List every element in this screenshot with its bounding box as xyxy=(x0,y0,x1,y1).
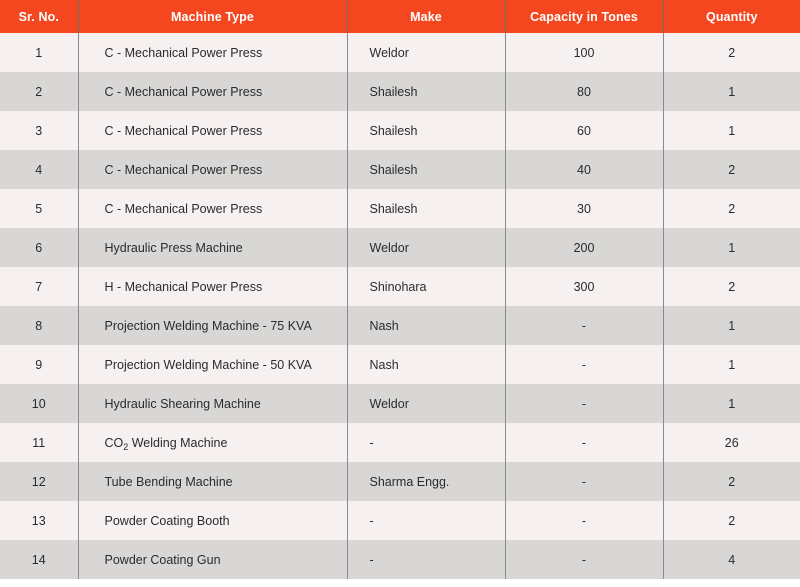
cell-capacity: 80 xyxy=(505,72,663,111)
cell-sr-no: 2 xyxy=(0,72,78,111)
cell-quantity: 2 xyxy=(728,513,736,528)
cell-capacity: - xyxy=(505,423,663,462)
cell-capacity: 300 xyxy=(505,267,663,306)
cell-sr-no: 4 xyxy=(0,150,78,189)
cell-make: Weldor xyxy=(347,33,505,72)
cell-sr-no: 6 xyxy=(0,228,78,267)
table-row xyxy=(0,306,800,345)
cell-machine-type: H - Mechanical Power Press xyxy=(78,267,347,306)
cell-make: Nash xyxy=(347,306,505,345)
cell-make: Shailesh xyxy=(347,150,505,189)
cell-capacity: - xyxy=(505,384,663,423)
cell-make: Shailesh xyxy=(347,189,505,228)
cell-sr-no: 14 xyxy=(0,540,78,579)
table-row xyxy=(0,423,800,462)
cell-quantity: 26 xyxy=(724,435,739,450)
cell-quantity: 2 xyxy=(728,45,736,60)
column-header-machine-type: Machine Type xyxy=(78,0,347,33)
cell-machine-type: Powder Coating Gun xyxy=(78,540,347,579)
column-header-capacity: Capacity in Tones xyxy=(505,0,663,33)
cell-make: Shinohara xyxy=(347,267,505,306)
cell-capacity: 30 xyxy=(505,189,663,228)
cell-sr-no: 1 xyxy=(0,33,78,72)
cell-quantity: 1 xyxy=(728,240,736,255)
cell-sr-no: 11 xyxy=(0,423,78,462)
cell-make: Shailesh xyxy=(347,111,505,150)
cell-capacity: 60 xyxy=(505,111,663,150)
cell-quantity: 2 xyxy=(728,162,736,177)
cell-make: Weldor xyxy=(347,384,505,423)
cell-capacity: 100 xyxy=(505,33,663,72)
cell-quantity: 1 xyxy=(728,396,736,411)
table-row xyxy=(0,33,800,72)
cell-machine-type: C - Mechanical Power Press xyxy=(78,33,347,72)
cell-make: Sharma Engg. xyxy=(347,462,505,501)
cell-machine-type: Hydraulic Shearing Machine xyxy=(78,384,347,423)
table-body xyxy=(0,33,800,579)
table-header xyxy=(0,0,800,33)
cell-quantity: 2 xyxy=(728,279,736,294)
cell-sr-no: 10 xyxy=(0,384,78,423)
table-row xyxy=(0,189,800,228)
column-header-quantity: Quantity xyxy=(706,9,758,24)
cell-capacity: - xyxy=(505,501,663,540)
cell-capacity: - xyxy=(505,462,663,501)
cell-quantity: 1 xyxy=(728,84,736,99)
cell-sr-no: 12 xyxy=(0,462,78,501)
cell-machine-type: Tube Bending Machine xyxy=(78,462,347,501)
cell-capacity: 200 xyxy=(505,228,663,267)
table-row xyxy=(0,111,800,150)
cell-machine-type: Projection Welding Machine - 50 KVA xyxy=(78,345,347,384)
table-row xyxy=(0,150,800,189)
cell-sr-no: 7 xyxy=(0,267,78,306)
cell-make: Weldor xyxy=(347,228,505,267)
cell-capacity: - xyxy=(505,540,663,579)
cell-sr-no: 9 xyxy=(0,345,78,384)
column-header-make: Make xyxy=(347,0,505,33)
cell-make: Shailesh xyxy=(347,72,505,111)
cell-quantity: 1 xyxy=(728,318,736,333)
table-row xyxy=(0,345,800,384)
cell-quantity: 2 xyxy=(728,201,736,216)
column-header-sr-no: Sr. No. xyxy=(0,0,78,33)
cell-machine-type: Hydraulic Press Machine xyxy=(78,228,347,267)
table-row xyxy=(0,540,800,579)
cell-machine-type: C - Mechanical Power Press xyxy=(78,111,347,150)
subscript: 2 xyxy=(123,441,129,452)
cell-quantity: 1 xyxy=(728,123,736,138)
table-row xyxy=(0,267,800,306)
table-row xyxy=(0,462,800,501)
cell-sr-no: 8 xyxy=(0,306,78,345)
table-row xyxy=(0,228,800,267)
table-row xyxy=(0,384,800,423)
table-row xyxy=(0,501,800,540)
cell-capacity: - xyxy=(505,345,663,384)
table-row xyxy=(0,72,800,111)
cell-make: - xyxy=(347,423,505,462)
cell-machine-type: C - Mechanical Power Press xyxy=(78,72,347,111)
table-header-row xyxy=(0,0,800,33)
cell-machine-type: $CO_2$ Welding Machine xyxy=(78,423,347,462)
cell-make: Nash xyxy=(347,345,505,384)
cell-machine-type: Powder Coating Booth xyxy=(78,501,347,540)
cell-sr-no: 13 xyxy=(0,501,78,540)
cell-machine-type: Projection Welding Machine - 75 KVA xyxy=(78,306,347,345)
cell-sr-no: 3 xyxy=(0,111,78,150)
cell-capacity: - xyxy=(505,306,663,345)
cell-sr-no: 5 xyxy=(0,189,78,228)
cell-make: - xyxy=(347,501,505,540)
cell-quantity: 2 xyxy=(728,474,736,489)
cell-make: - xyxy=(347,540,505,579)
cell-machine-type: C - Mechanical Power Press xyxy=(78,150,347,189)
cell-capacity: 40 xyxy=(505,150,663,189)
cell-machine-type: C - Mechanical Power Press xyxy=(78,189,347,228)
cell-quantity: 1 xyxy=(728,357,736,372)
cell-quantity: 4 xyxy=(728,552,736,567)
